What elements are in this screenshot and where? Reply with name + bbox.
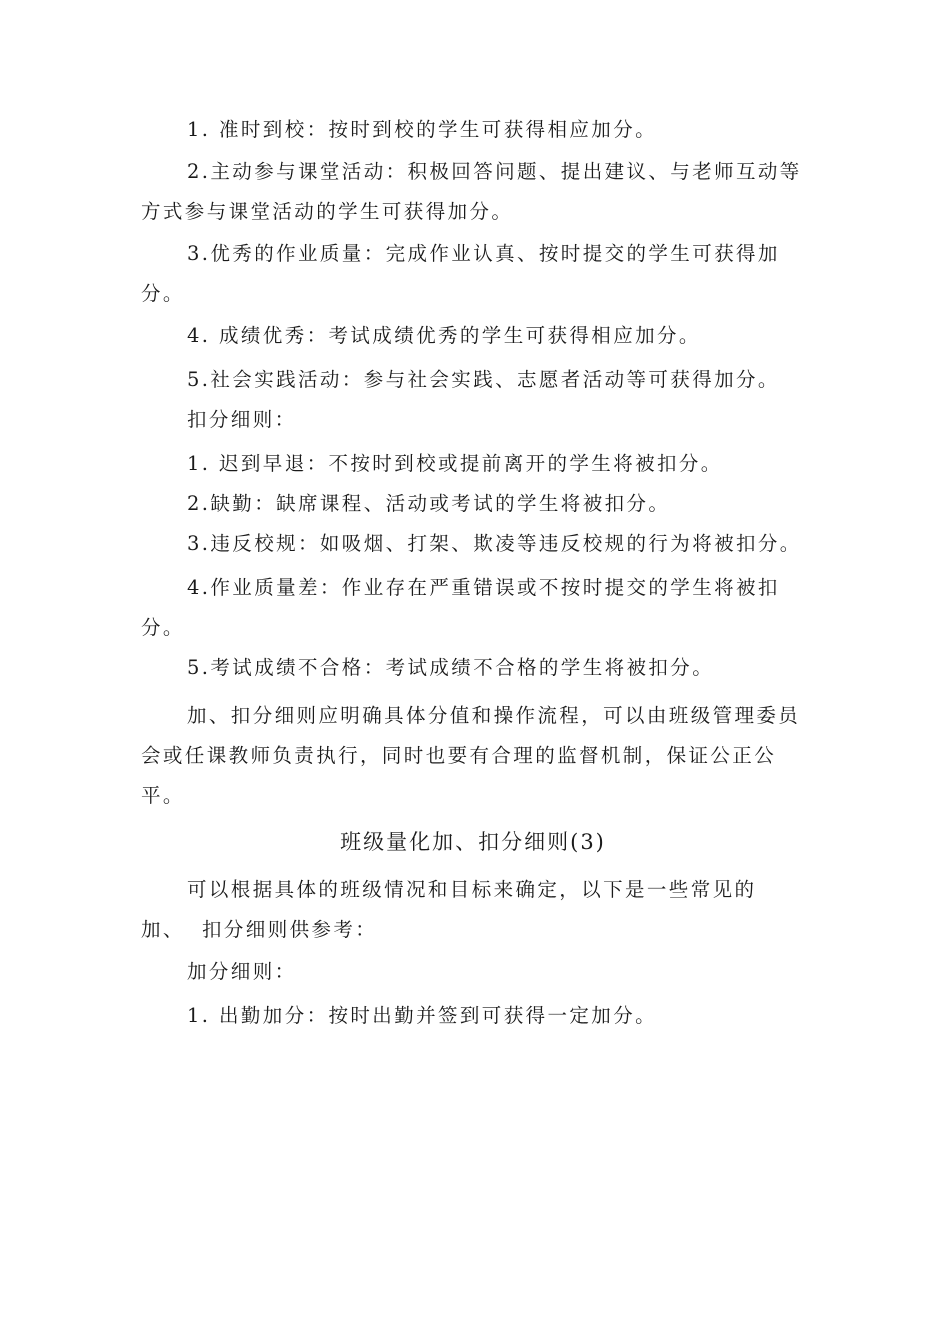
deduction-item-5-text: 5.考试成绩不合格：考试成绩不合格的学生将被扣分。 [187, 656, 715, 679]
bonus-item-3-line1: 3.优秀的作业质量：完成作业认真、按时提交的学生可获得加 [187, 242, 780, 265]
summary-line1: 加、扣分细则应明确具体分值和操作流程，可以由班级管理委员 [187, 704, 801, 727]
bonus-item-2-line1: 2.主动参与课堂活动：积极回答问题、提出建议、与老师互动等 [187, 160, 802, 183]
section-title: 班级量化加、扣分细则(3) [340, 830, 606, 854]
bonus-item-4 [141, 316, 805, 356]
bonus-item-1-text: 1. 准时到校：按时到校的学生可获得相应加分。 [187, 118, 658, 141]
deduction-heading: 扣分细则： [187, 408, 297, 431]
section3-intro-line2: 加、 扣分细则供参考： [141, 918, 378, 941]
section3-heading: 加分细则： [187, 960, 297, 983]
summary-line2: 会或任课教师负责执行，同时也要有合理的监督机制，保证公正公 [141, 744, 777, 767]
bonus-item-2 [141, 152, 805, 232]
bonus-item-3-line2: 分。 [141, 282, 185, 305]
deduction-item-4-line2: 分。 [141, 616, 185, 639]
section3-intro [141, 870, 805, 950]
bonus-item-4-text: 4. 成绩优秀：考试成绩优秀的学生可获得相应加分。 [187, 324, 701, 347]
section3-item-1-text: 1. 出勤加分：按时出勤并签到可获得一定加分。 [187, 1004, 658, 1027]
deduction-item-2 [141, 484, 805, 524]
bonus-item-5 [141, 360, 805, 400]
deduction-item-4 [141, 568, 805, 648]
deduction-item-1 [141, 444, 805, 484]
deduction-item-1-text: 1. 迟到早退：不按时到校或提前离开的学生将被扣分。 [187, 452, 723, 475]
summary-line3: 平。 [141, 784, 185, 807]
summary-paragraph [141, 696, 805, 816]
deduction-item-3 [141, 524, 805, 564]
deduction-item-5 [141, 648, 805, 688]
bonus-item-5-text: 5.社会实践活动：参与社会实践、志愿者活动等可获得加分。 [187, 368, 780, 391]
bonus-item-2-line2: 方式参与课堂活动的学生可获得加分。 [141, 200, 514, 223]
section3-intro-line1: 可以根据具体的班级情况和目标来确定，以下是一些常见的 [187, 878, 757, 901]
bonus-item-3 [141, 234, 805, 314]
deduction-item-4-line1: 4.作业质量差：作业存在严重错误或不按时提交的学生将被扣 [187, 576, 780, 599]
document-page [141, 110, 805, 1036]
deduction-item-3-text: 3.违反校规：如吸烟、打架、欺凌等违反校规的行为将被扣分。 [187, 532, 802, 555]
deduction-item-2-text: 2.缺勤：缺席课程、活动或考试的学生将被扣分。 [187, 492, 671, 515]
bonus-item-1 [141, 110, 805, 150]
section3-item-1 [141, 996, 805, 1036]
